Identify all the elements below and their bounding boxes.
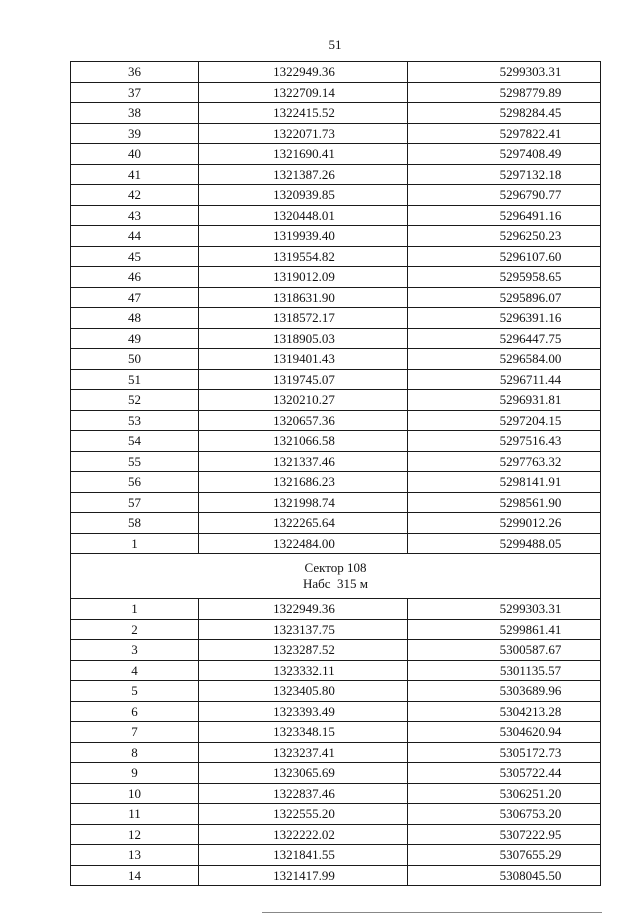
point-number-cell: 40 <box>71 144 199 165</box>
y-coordinate-cell: 5297204.15 <box>408 410 601 431</box>
y-coordinate-cell: 5301135.57 <box>408 660 601 681</box>
x-coordinate-cell: 1321066.58 <box>199 431 408 452</box>
table-row <box>71 660 601 681</box>
table-row <box>71 763 601 784</box>
x-coordinate-cell: 1322071.73 <box>199 123 408 144</box>
x-coordinate-cell: 1318905.03 <box>199 328 408 349</box>
y-coordinate-cell: 5303689.96 <box>408 681 601 702</box>
point-number-cell: 4 <box>71 660 199 681</box>
table-row <box>71 62 601 83</box>
table-row <box>71 845 601 866</box>
x-coordinate-cell: 1322555.20 <box>199 804 408 825</box>
table-row <box>71 328 601 349</box>
table-row <box>71 599 601 620</box>
y-coordinate-cell: 5308045.50 <box>408 865 601 886</box>
point-number-cell: 47 <box>71 287 199 308</box>
x-coordinate-cell: 1323137.75 <box>199 619 408 640</box>
x-coordinate-cell: 1323393.49 <box>199 701 408 722</box>
point-number-cell: 57 <box>71 492 199 513</box>
point-number-cell: 14 <box>71 865 199 886</box>
x-coordinate-cell: 1323065.69 <box>199 763 408 784</box>
point-number-cell: 49 <box>71 328 199 349</box>
table-row <box>71 492 601 513</box>
point-number-cell: 46 <box>71 267 199 288</box>
point-number-cell: 52 <box>71 390 199 411</box>
y-coordinate-cell: 5297763.32 <box>408 451 601 472</box>
point-number-cell: 50 <box>71 349 199 370</box>
point-number-cell: 36 <box>71 62 199 83</box>
table-row <box>71 783 601 804</box>
table-row <box>71 185 601 206</box>
y-coordinate-cell: 5298284.45 <box>408 103 601 124</box>
y-coordinate-cell: 5297516.43 <box>408 431 601 452</box>
table-row <box>71 431 601 452</box>
point-number-cell: 51 <box>71 369 199 390</box>
section-height-label: Набс 315 м <box>302 576 369 591</box>
x-coordinate-cell: 1322265.64 <box>199 513 408 534</box>
x-coordinate-cell: 1319745.07 <box>199 369 408 390</box>
x-coordinate-cell: 1323287.52 <box>199 640 408 661</box>
section-header-cell <box>71 554 601 599</box>
y-coordinate-cell: 5296931.81 <box>408 390 601 411</box>
x-coordinate-cell: 1322709.14 <box>199 82 408 103</box>
y-coordinate-cell: 5297822.41 <box>408 123 601 144</box>
point-number-cell: 12 <box>71 824 199 845</box>
x-coordinate-cell: 1321337.46 <box>199 451 408 472</box>
point-number-cell: 11 <box>71 804 199 825</box>
x-coordinate-cell: 1318572.17 <box>199 308 408 329</box>
y-coordinate-cell: 5304213.28 <box>408 701 601 722</box>
table-row <box>71 267 601 288</box>
y-coordinate-cell: 5304620.94 <box>408 722 601 743</box>
table-row <box>71 865 601 886</box>
y-coordinate-cell: 5296491.16 <box>408 205 601 226</box>
y-coordinate-cell: 5298779.89 <box>408 82 601 103</box>
table-row <box>71 681 601 702</box>
page-number: 51 <box>328 37 342 52</box>
y-coordinate-cell: 5296584.00 <box>408 349 601 370</box>
table-row <box>71 742 601 763</box>
point-number-cell: 45 <box>71 246 199 267</box>
x-coordinate-cell: 1318631.90 <box>199 287 408 308</box>
x-coordinate-cell: 1320210.27 <box>199 390 408 411</box>
table-row <box>71 287 601 308</box>
x-coordinate-cell: 1322949.36 <box>199 599 408 620</box>
x-coordinate-cell: 1320657.36 <box>199 410 408 431</box>
table-row <box>71 205 601 226</box>
table-row <box>71 640 601 661</box>
y-coordinate-cell: 5306251.20 <box>408 783 601 804</box>
y-coordinate-cell: 5296107.60 <box>408 246 601 267</box>
point-number-cell: 13 <box>71 845 199 866</box>
y-coordinate-cell: 5297408.49 <box>408 144 601 165</box>
y-coordinate-cell: 5296711.44 <box>408 369 601 390</box>
point-number-cell: 56 <box>71 472 199 493</box>
y-coordinate-cell: 5296790.77 <box>408 185 601 206</box>
y-coordinate-cell: 5299488.05 <box>408 533 601 554</box>
x-coordinate-cell: 1323348.15 <box>199 722 408 743</box>
coordinates-table <box>70 61 601 886</box>
x-coordinate-cell: 1320939.85 <box>199 185 408 206</box>
table-row <box>71 82 601 103</box>
table-row <box>71 513 601 534</box>
x-coordinate-cell: 1321417.99 <box>199 865 408 886</box>
x-coordinate-cell: 1321841.55 <box>199 845 408 866</box>
x-coordinate-cell: 1323237.41 <box>199 742 408 763</box>
x-coordinate-cell: 1319401.43 <box>199 349 408 370</box>
point-number-cell: 1 <box>71 599 199 620</box>
y-coordinate-cell: 5295896.07 <box>408 287 601 308</box>
x-coordinate-cell: 1321998.74 <box>199 492 408 513</box>
point-number-cell: 1 <box>71 533 199 554</box>
x-coordinate-cell: 1322415.52 <box>199 103 408 124</box>
y-coordinate-cell: 5305172.73 <box>408 742 601 763</box>
y-coordinate-cell: 5296391.16 <box>408 308 601 329</box>
x-coordinate-cell: 1321690.41 <box>199 144 408 165</box>
table-row <box>71 144 601 165</box>
y-coordinate-cell: 5295958.65 <box>408 267 601 288</box>
table-row <box>71 451 601 472</box>
point-number-cell: 38 <box>71 103 199 124</box>
coordinates-table-body <box>71 62 601 886</box>
table-row <box>71 701 601 722</box>
y-coordinate-cell: 5300587.67 <box>408 640 601 661</box>
point-number-cell: 37 <box>71 82 199 103</box>
table-row <box>71 533 601 554</box>
table-row <box>71 226 601 247</box>
table-row <box>71 472 601 493</box>
table-row <box>71 804 601 825</box>
x-coordinate-cell: 1320448.01 <box>199 205 408 226</box>
x-coordinate-cell: 1319012.09 <box>199 267 408 288</box>
point-number-cell: 8 <box>71 742 199 763</box>
table-row <box>71 390 601 411</box>
y-coordinate-cell: 5299303.31 <box>408 599 601 620</box>
y-coordinate-cell: 5305722.44 <box>408 763 601 784</box>
x-coordinate-cell: 1321686.23 <box>199 472 408 493</box>
point-number-cell: 41 <box>71 164 199 185</box>
x-coordinate-cell: 1323405.80 <box>199 681 408 702</box>
point-number-cell: 9 <box>71 763 199 784</box>
point-number-cell: 39 <box>71 123 199 144</box>
y-coordinate-cell: 5297132.18 <box>408 164 601 185</box>
y-coordinate-cell: 5307222.95 <box>408 824 601 845</box>
y-coordinate-cell: 5298141.91 <box>408 472 601 493</box>
x-coordinate-cell: 1322837.46 <box>199 783 408 804</box>
x-coordinate-cell: 1321387.26 <box>199 164 408 185</box>
x-coordinate-cell: 1322222.02 <box>199 824 408 845</box>
x-coordinate-cell: 1319939.40 <box>199 226 408 247</box>
page-bottom-edge <box>262 912 602 913</box>
y-coordinate-cell: 5299303.31 <box>408 62 601 83</box>
table-row <box>71 824 601 845</box>
point-number-cell: 55 <box>71 451 199 472</box>
point-number-cell: 43 <box>71 205 199 226</box>
y-coordinate-cell: 5296447.75 <box>408 328 601 349</box>
point-number-cell: 44 <box>71 226 199 247</box>
x-coordinate-cell: 1319554.82 <box>199 246 408 267</box>
point-number-cell: 7 <box>71 722 199 743</box>
table-row <box>71 308 601 329</box>
point-number-cell: 53 <box>71 410 199 431</box>
y-coordinate-cell: 5299012.26 <box>408 513 601 534</box>
table-row <box>71 369 601 390</box>
x-coordinate-cell: 1323332.11 <box>199 660 408 681</box>
x-coordinate-cell: 1322484.00 <box>199 533 408 554</box>
y-coordinate-cell: 5296250.23 <box>408 226 601 247</box>
y-coordinate-cell: 5306753.20 <box>408 804 601 825</box>
point-number-cell: 58 <box>71 513 199 534</box>
section-title: Сектор 108 <box>304 560 367 575</box>
point-number-cell: 3 <box>71 640 199 661</box>
table-row <box>71 349 601 370</box>
table-row <box>71 246 601 267</box>
table-row <box>71 722 601 743</box>
table-row <box>71 164 601 185</box>
table-row <box>71 619 601 640</box>
point-number-cell: 5 <box>71 681 199 702</box>
table-row <box>71 410 601 431</box>
point-number-cell: 54 <box>71 431 199 452</box>
y-coordinate-cell: 5299861.41 <box>408 619 601 640</box>
point-number-cell: 48 <box>71 308 199 329</box>
x-coordinate-cell: 1322949.36 <box>199 62 408 83</box>
section-header-row <box>71 554 601 599</box>
point-number-cell: 10 <box>71 783 199 804</box>
point-number-cell: 42 <box>71 185 199 206</box>
point-number-cell: 2 <box>71 619 199 640</box>
point-number-cell: 6 <box>71 701 199 722</box>
y-coordinate-cell: 5307655.29 <box>408 845 601 866</box>
y-coordinate-cell: 5298561.90 <box>408 492 601 513</box>
table-row <box>71 123 601 144</box>
table-row <box>71 103 601 124</box>
